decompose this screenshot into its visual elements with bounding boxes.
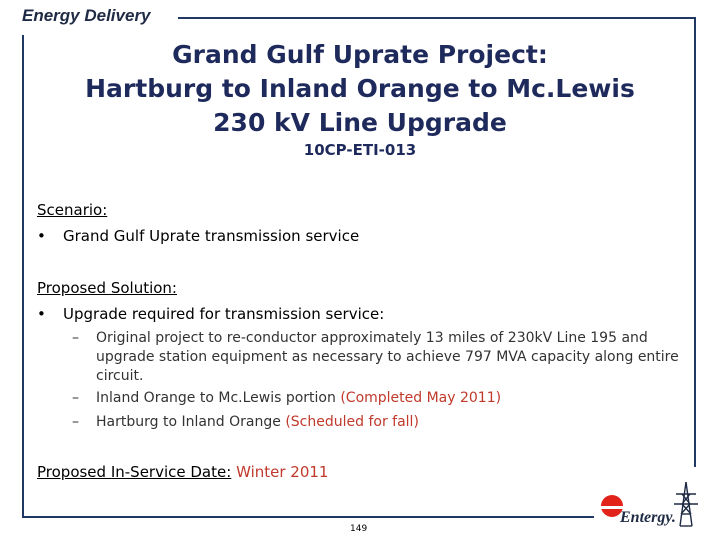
slide-title [40,38,680,140]
in-service-label: Proposed In-Service Date: [37,463,232,481]
scenario-heading: Scenario: [37,201,108,219]
title-line-2: Hartburg to Inland Orange to Mc.Lewis [85,74,635,103]
title-line-1: Grand Gulf Uprate Project: [172,40,548,69]
in-service-value: Winter 2011 [236,463,329,481]
status-text: (Scheduled for fall) [285,414,419,430]
entergy-logo [598,480,708,530]
solution-bullet [37,305,384,323]
sub-item-text: Hartburg to Inland Orange [96,414,281,430]
sub-item [72,389,682,408]
section-label: Energy Delivery [22,6,151,25]
dash-icon: – [72,330,79,346]
bullet-icon: • [37,305,46,323]
frame-left-line [22,35,24,517]
bullet-icon: • [37,227,46,245]
frame-top-line [178,17,696,19]
frame-right-line [694,17,696,467]
status-text: (Completed May 2011) [340,390,502,406]
solution-heading: Proposed Solution: [37,279,177,297]
sub-item [72,329,682,386]
logo-wordmark: Entergy. [620,509,676,526]
scenario-bullet [37,227,359,245]
dash-icon: – [72,390,79,406]
scenario-bullet-text: Grand Gulf Uprate transmission service [63,227,360,245]
sub-item-text: Original project to re-conductor approximately 13 miles of 230kV Line 195 and upgrade station equipment as necessary to achieve 797 MVA capacity along entire circuit. [96,330,679,384]
sub-item [72,413,682,432]
sub-item-text: Inland Orange to Mc.Lewis portion [96,390,336,406]
frame-bottom-line [22,516,594,518]
project-code: 10CP-ETI-013 [303,141,417,159]
page-number: 149 [350,524,368,534]
title-line-3: 230 kV Line Upgrade [213,108,507,137]
entergy-logo-icon [598,480,708,530]
dash-icon: – [72,414,79,430]
solution-bullet-text: Upgrade required for transmission service: [63,305,385,323]
in-service-line [37,463,328,481]
